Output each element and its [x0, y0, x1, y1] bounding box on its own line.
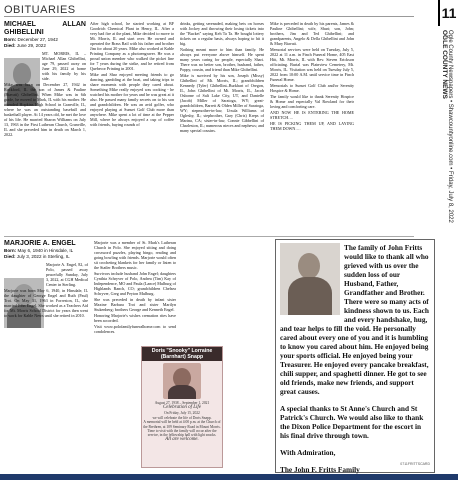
obit2-p1: Marjorie A. Engel, 82, of Polo, passed away peacefully Sunday, July 3, 2022, at CGH Medical Center in Sterling.	[46, 262, 88, 288]
obit2-p7: Visit www.polofamilyfuneralhome.com to send condolences.	[94, 324, 176, 334]
thanks-p2: A special thanks to St Anne's Church and St Patrick's Church. We would also like to thank the Dixon Police Department for the escort in his final drive through town.	[280, 404, 424, 440]
obit1-p4: Mike and Shar enjoyed meeting friends to go dancing, gambling at the boat, and taking trips to share moments with people they cared about. Something Mike really enjoyed was cooking - he watched his mother for years and he was great at it also. He passed many family secrets on to his son and grandchildren. He was an avid golfer, who enjoyed playing at Sunset Golf Club more than anywhere. Mike spent a lot of time at the Pepper Mill, where he always enjoyed a cup of coffee with friends, buying rounds of	[90, 72, 174, 127]
obit1-p11: The family would like to thank Serenity Hospice & Home and especially Val Rowland for their loving and comforting care.	[270, 94, 354, 109]
obit1-p1: MT. MORRIS, IL – Michael Allan Ghibellini, age 79, passed away on June 29, 2022 at home with his family by his side.	[42, 51, 86, 82]
obit1-p7: Mike is survived by his son, Joseph (Missy) Ghibellini of Mt. Morris, IL; grandchildren Kennedy (Tyler) Ghibellini–Burkhart of Oregon, IL, John Ghibellini of Mt. Morris, IL, Jacob Osborne of Salt Lake City, UT, and Danielle (Jacob) Miller of Saratoga, WY; great-grandchildren, Barrett & Olden Miller of Saratoga, WY; stepmother-in-law, Ursula Williams of Oglesby, IL; stepbrother, Gary (Chris) Kreps of Marina, CA; sister-in-law, Connie Gibbellini of Charleston, IL; numerous nieces and nephews; and many special cousins.	[180, 73, 264, 133]
footer-bar	[0, 474, 458, 480]
obit2-p6: Honoring Marjorie's wishes cremation rites have been accorded.	[94, 313, 176, 323]
obit2-died: Died: July 3, 2022 in Sterling, IL	[4, 253, 70, 259]
thanks-p1: The family of John Fritts would like to thank all who grieved with us over the sudden loss of our Husband, Father, Grandfather and Brother. There were so many acts of kindness shown to us. Each and every handshake, hug, and tear helps to fill the void. He personally cared about every one of you and it is humbling to know you cared about him. He enjoyed being your sports official. He enjoyed being your Treasurer. He enjoyed every pancake breakfast, chili supper, and spaghetti dinner. He got to see old friends, make new friends, and support great causes.	[280, 243, 429, 396]
page-number: 11	[438, 0, 458, 26]
memorial-photo	[163, 363, 201, 399]
top-rule	[4, 16, 414, 17]
obit1-p5: drinks, getting serenaded, making bets on horses with Jockey and throwing their losing tickets into the "Bucket" saying Keh Ta Ta. He bought lottery tickets on a regular basis, always hoping to hit it big.	[180, 21, 264, 46]
memorial-footer: All are welcome.	[165, 436, 199, 442]
memorial-celebration: Celebration of Life	[162, 405, 202, 411]
obit2-p3: Marjorie was a member of St. Mark's Lutheran Church in Polo. She enjoyed sitting and doing crossword puzzles, playing bingo, reading and going bowling with friends. Marjorie would often sit crocheting blankets for her family or listen to the Statler Brothers music.	[94, 240, 176, 270]
obit1-p10: Memorials to Sunset Golf Club and/or Serenity Hospice & Home.	[270, 83, 354, 93]
folio-info: Ogle County Newspapers • Shawcountyonline.com • Friday, July 8, 2022	[447, 30, 453, 223]
thanks-signature: The John F. Fritts Family	[280, 465, 360, 474]
obit1-col4	[270, 21, 354, 132]
thank-you-ad	[275, 239, 435, 473]
obit2-born: Born: May 6, 1940 in Hinsdale, IL	[4, 248, 74, 253]
obit1-p12: AND NOW HE IS ENTERING THE HOME STRETCH….	[270, 110, 354, 120]
section-divider	[4, 236, 414, 237]
section-title: OBITUARIES	[4, 4, 76, 16]
obit2-p2: Marjorie was born May 6, 1940, in Hinsdale, IL the daughter of George Engel and Ruth (Paul) Troi. On May 31, 1963 in Forreston, IL, she married John Engel. She worked as a Teachers Aid for Mt. Morris School District for years then went to work for Kable News until she retired in 2010.	[4, 288, 88, 319]
obit1-col3	[180, 21, 264, 134]
obit2-p4: Survivors include husband John Engel; daughters Cynthia Schryver of Polo, Andrea (Tim) Kay of Independence, MO and Paula (Lance) Mulburg of Highlands Ranch, CO; grandchildren Chelsea Schryver, Greg and Peyton Mulburg.	[94, 271, 176, 296]
fritts-photo	[280, 243, 340, 315]
memorial-line4: Time to visit with the family will occur after the service, in the fellowship hall with light snacks.	[147, 429, 217, 438]
obit1-p13: HE IS PICKING THEM UP, AND LAYING THEM DOWN….	[270, 121, 354, 131]
memorial-line2: we will celebrate the life of Doris Snapp.	[152, 415, 212, 420]
ad-code: 0711FRITTSCARD	[400, 462, 430, 466]
memorial-header: Doris "Snooky" Lorraine (Barnhart) Snapp	[142, 347, 222, 361]
obit1-col2	[90, 21, 174, 128]
memorial-line1: On Friday, July 15, 2022	[164, 411, 200, 416]
memorial-dates: August 27, 1938 – September 1, 2021	[154, 401, 210, 405]
obit1-name: MICHAEL ALLAN GHIBELLINI	[4, 21, 86, 36]
thanks-p3: With Admiration,	[280, 448, 336, 457]
obit1-p8: Mike is preceded in death by his parents, James & Pauline Ghibellini; wife, Shari; son, John; brothers, Jim and Ted Ghibellini; and grandparents, Angelo & Della Ghibellini and John & Mary Biavati.	[270, 21, 354, 46]
obit1-p2: Mike was born on December 27, 1942 in Rockford, IL the son of James & Pauline (Biavati) Ghibellini. When Mike was in 6th grade, he moved to Mark, IL with his mother. He attended Hopkins High School in Granville, IL, where he was an outstanding baseball and basketball player. At 14 years old, he met the love of his life. He married Sharon Williams on July 13, 1963 in the First Lutheran Church, Granville, IL and she preceded him in death on March 1, 2022.	[4, 82, 86, 138]
obit2-col1	[4, 240, 88, 319]
obit1-born: Born: December 27, 1942	[4, 37, 58, 42]
obit2-p5: She was preceded in death by infant sister Maxine Barbara Troi and sister Marilyn Stukenberg; brothers George and Kenneth Engel.	[94, 297, 176, 312]
obit2-col2	[94, 240, 176, 335]
obit1-p6: Nothing meant more to him than family. He always put everyone above himself. He spent many years caring for people, especially Shari. There was no better son, brother, husband, father, Poppy, cousin, and friend than Mike Ghibellini.	[180, 47, 264, 72]
obit1-died: Died: June 29, 2022	[4, 42, 46, 48]
obit1-p3: After high school, he started working at BF Goodrich Chemical Plant in Henry, IL. After a very bad fire at the plant, Mike decided to move to Mt. Morris, IL and start over. He owned and operated the Brass Rail with his father and brother Jim for about 20 years. Mike also worked at Kable Printing Company as a photoengraver. He was a proud union member who walked the picket line for 7 years during the strike, and he retired from Quebecor Printing in 2001.	[90, 21, 174, 71]
memorial-card	[141, 346, 223, 468]
obit1-col1	[4, 21, 86, 138]
vertical-folio	[441, 30, 455, 380]
memorial-line3: A memorial will be held at 4:00 p.m. at the Church of the Brethren, at 109 Seminary Road in Mount Morris.	[143, 420, 221, 429]
publication-name: OGLE COUNTY NEWS	[441, 30, 448, 99]
obit2-name: MARJORIE A. ENGEL	[4, 240, 76, 247]
obit1-p9: Memorial services were held on Tuesday, July 5, 2022 at 11 a.m. in Finch Funeral Home, 405 East Hitt, Mt. Morris, IL with Rev. Steven Erickson officiating. Burial was Plainview Cemetery, Mt. Morris, IL. Visitation was held on Tuesday July 5, 2022 from 10:00 A.M. until service time in Finch Funeral Home.	[270, 47, 354, 82]
